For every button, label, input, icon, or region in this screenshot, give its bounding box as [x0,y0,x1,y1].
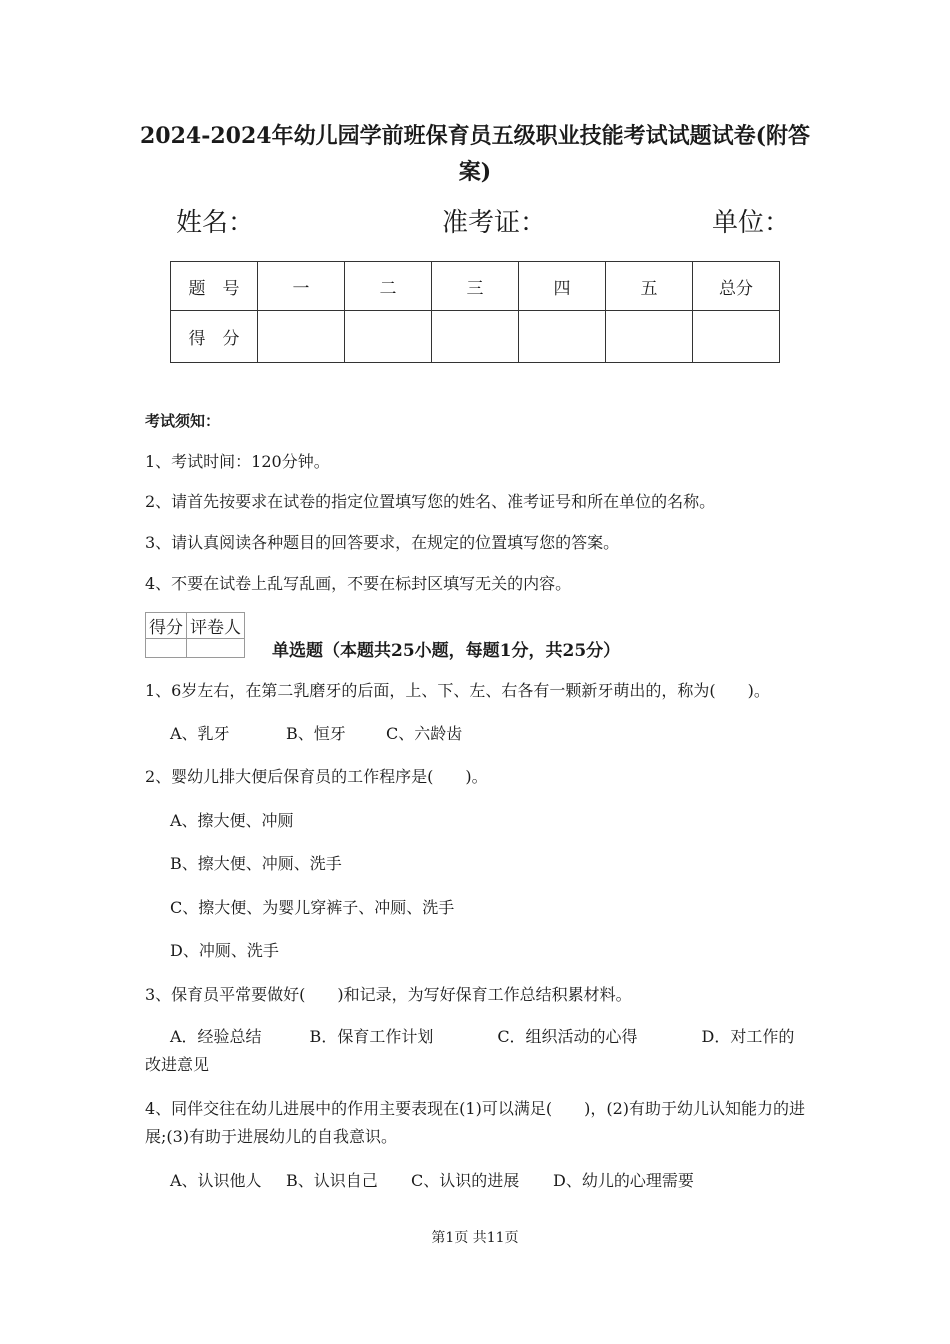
notice-item: 4、不要在试卷上乱写乱画，不要在标封区填写无关的内容。 [145,574,572,593]
notice-item: 1、考试时间：120分钟。 [145,452,330,471]
option-b: B、恒牙 [286,724,346,743]
question-stem: 4、同伴交往在幼儿进展中的作用主要表现在(1)可以满足( )，(2)有助于幼儿认知能力的进展;(3)有助于进展幼儿的自我意识。 [145,1099,805,1146]
question-options: A．经验总结 B．保育工作计划 C．组织活动的心得 D．对工作的改进意见 [145,1027,795,1074]
score-header-cell: 三 [432,262,519,311]
question-stem: 2、婴幼儿排大便后保育员的工作程序是( )。 [145,767,488,786]
score-header-cell: 题 号 [171,262,258,311]
score-header-cell: 二 [345,262,432,311]
notice-item: 3、请认真阅读各种题目的回答要求，在规定的位置填写您的答案。 [145,533,620,552]
score-table [170,261,780,363]
document-title [120,118,830,190]
score-header-cell: 一 [258,262,345,311]
score-header-cell: 四 [519,262,606,311]
question-stem: 3、保育员平常要做好( )和记录，为写好保育工作总结积累材料。 [145,985,632,1004]
unit-label: 单位： [712,208,791,238]
notice-item: 2、请首先按要求在试卷的指定位置填写您的姓名、准考证号和所在单位的名称。 [145,492,716,511]
score-cell [432,311,519,363]
grader-header-row [146,613,245,639]
page-footer: 第1页 共11页 [431,1230,519,1246]
score-header-cell: 总分 [693,262,780,311]
score-cell [693,311,780,363]
option-a: A、认识他人 [170,1171,262,1190]
option-a: A、擦大便、冲厕 [170,811,294,830]
option-d: D、幼儿的心理需要 [553,1171,694,1190]
name-label: 姓名： [176,208,255,238]
option-b: B、认识自己 [286,1171,378,1190]
grader-name-label: 评卷人 [187,613,245,639]
grader-box [145,612,245,658]
score-cell [606,311,693,363]
score-row-label: 得 分 [171,311,258,363]
score-table-score-row [171,311,780,363]
score-header-cell: 五 [606,262,693,311]
option-a: A、乳牙 [170,724,230,743]
question-stem: 1、6岁左右，在第二乳磨牙的后面，上、下、左、右各有一颗新牙萌出的，称为( )。 [145,681,770,700]
score-table-header-row [171,262,780,311]
score-cell [345,311,432,363]
grader-score-label: 得分 [146,613,187,639]
option-b: B、擦大便、冲厕、洗手 [170,854,342,873]
exam-id-label: 准考证： [442,208,547,238]
title-line-1: 2024-2024年幼儿园学前班保育员五级职业技能考试试题试卷(附答 [139,123,810,149]
option-c: C、认识的进展 [411,1171,520,1190]
option-d: D、冲厕、洗手 [170,941,279,960]
option-c: C、六龄齿 [386,724,463,743]
notice-heading: 考试须知： [145,412,221,430]
grader-name-cell [187,639,245,658]
option-c: C、擦大便、为婴儿穿裤子、冲厕、洗手 [170,898,455,917]
title-line-2: 案) [458,159,492,185]
grader-blank-row [146,639,245,658]
grader-score-cell [146,639,187,658]
section-title: 单选题（本题共25小题，每题1分，共25分） [272,641,621,661]
score-cell [519,311,606,363]
score-cell [258,311,345,363]
